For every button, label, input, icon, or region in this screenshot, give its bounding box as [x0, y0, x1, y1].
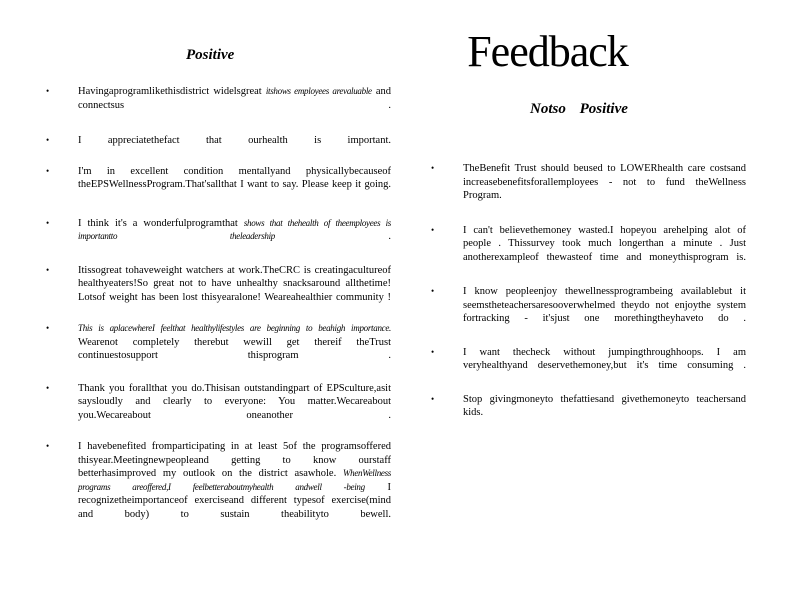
not-so-positive-heading: Notso Positive — [530, 101, 628, 117]
feedback-item — [46, 382, 391, 423]
emphasized-text: This is aplacewhereI feelthat healthylifestyles are beginning to beahigh importance. — [78, 323, 391, 333]
feedback-text — [463, 346, 746, 373]
bullet-icon: • — [431, 224, 435, 235]
bullet-icon: • — [46, 86, 50, 96]
feedback-text — [78, 134, 391, 148]
bullet-icon: • — [431, 393, 435, 404]
bullet-icon: • — [431, 286, 435, 296]
bullet-icon: • — [431, 163, 435, 173]
feedback-item — [46, 264, 391, 305]
comment-text: Havingaprogramlikethisdistrict widelsgreat — [78, 86, 266, 97]
feedback-item — [431, 162, 746, 203]
comment-text: Wearenot completely therebut wewill get thereif theTrust continuestosupport thisprogram . — [78, 336, 391, 361]
bullet-icon: • — [46, 441, 50, 451]
feedback-text — [463, 224, 746, 265]
feedback-item — [431, 346, 746, 373]
feedback-item — [431, 285, 746, 326]
bullet-icon: • — [46, 135, 50, 145]
feedback-text — [463, 393, 746, 420]
feedback-text — [78, 440, 391, 521]
feedback-item — [46, 217, 391, 244]
comment-text: I want thecheck without jumpingthroughhoops. I am veryhealthyand deservethemoney,but it's time consuming . — [463, 346, 746, 371]
positive-heading: Positive — [186, 47, 235, 63]
positive-list — [46, 85, 391, 521]
bullet-icon: • — [46, 382, 50, 393]
feedback-text — [78, 322, 391, 363]
bullet-icon: • — [46, 323, 50, 333]
comment-text: I can't believethemoney wasted.I hopeyou arehelping alot of people . Thissurvey took much longerthan a minute . Just anotherexampleof thewasteof time and moneythisprogram is. — [463, 224, 746, 263]
feedback-text — [78, 382, 391, 423]
bullet-icon: • — [46, 217, 50, 228]
feedback-text — [463, 162, 746, 203]
comment-text: I havebenefited fromparticipating in at least 5of the programsoffered thisyear.Meetingnewpeopleand getting to know ourstaff betterhasimproved my outlook on the district asawhole. — [78, 441, 391, 479]
page-title: Feedback — [467, 27, 628, 76]
feedback-item — [46, 322, 391, 363]
emphasized-text: shows that thehealth of theemployees is importantto theleadership — [78, 217, 391, 241]
comment-text: Stop givingmoneyto thefattiesand givethemoneyto teachersand kids. — [463, 393, 746, 418]
comment-text: I know peopleenjoy thewellnessprogrambeing availablebut it seemstheteachersaresooverwhelmed theydo not enjoythe system fortracking - it'sjust one morethingtheyhaveto do . — [463, 286, 746, 324]
comment-text: I appreciatethefact that ourhealth is important. — [78, 135, 391, 146]
comment-text: . — [275, 231, 391, 242]
emphasized-text: WhenWellness programs areoffered,I feelbetteraboutmyhealth andwell -being — [78, 468, 391, 492]
feedback-text — [463, 285, 746, 326]
bullet-icon: • — [46, 165, 50, 176]
feedback-text — [78, 217, 391, 244]
comment-text: TheBenefit Trust should beused to LOWERhealth care costsand increasebenefitsforallemployees - not to fund theWellness Program. — [463, 163, 746, 201]
feedback-item — [46, 440, 391, 521]
feedback-text — [78, 85, 391, 112]
bullet-icon: • — [431, 346, 435, 357]
feedback-item — [431, 393, 746, 420]
comment-text: I'm in excellent condition mentallyand physicallybecauseof theEPSWellnessProgram.That'sallthat I want to say. Please keep it going. — [78, 165, 391, 190]
comment-text: and connectsus . — [78, 86, 391, 111]
feedback-text — [78, 165, 391, 192]
feedback-item — [46, 134, 391, 148]
emphasized-text: itshows employees arevaluable — [265, 86, 372, 96]
feedback-text — [78, 264, 391, 305]
comment-text: I think it's a wonderfulprogramthat — [78, 217, 244, 229]
feedback-item — [46, 85, 391, 112]
bullet-icon: • — [46, 264, 50, 275]
comment-text: I recognizetheimportanceof exerciseand different typesof exercise(mind and body) to sustain theabilityto bewell. — [78, 481, 391, 520]
comment-text: Thank you forallthat you do.Thisisan outstandingpart of EPSculture,asit saysloudly and clearly to everyone: You matter.Wecareabout you.Wecareabout oneanother . — [78, 382, 391, 421]
comment-text: Itissogreat tohaveweight watchers at work.TheCRC is creatingacultureof healthyeaters!So great not to have unhealthy snacksaround allthetime! Lotsof weight has been lost thisyearalone! Weareahealthier community ! — [78, 264, 391, 303]
feedback-item — [46, 165, 391, 192]
feedback-item — [431, 224, 746, 265]
not-so-positive-list — [431, 162, 746, 420]
